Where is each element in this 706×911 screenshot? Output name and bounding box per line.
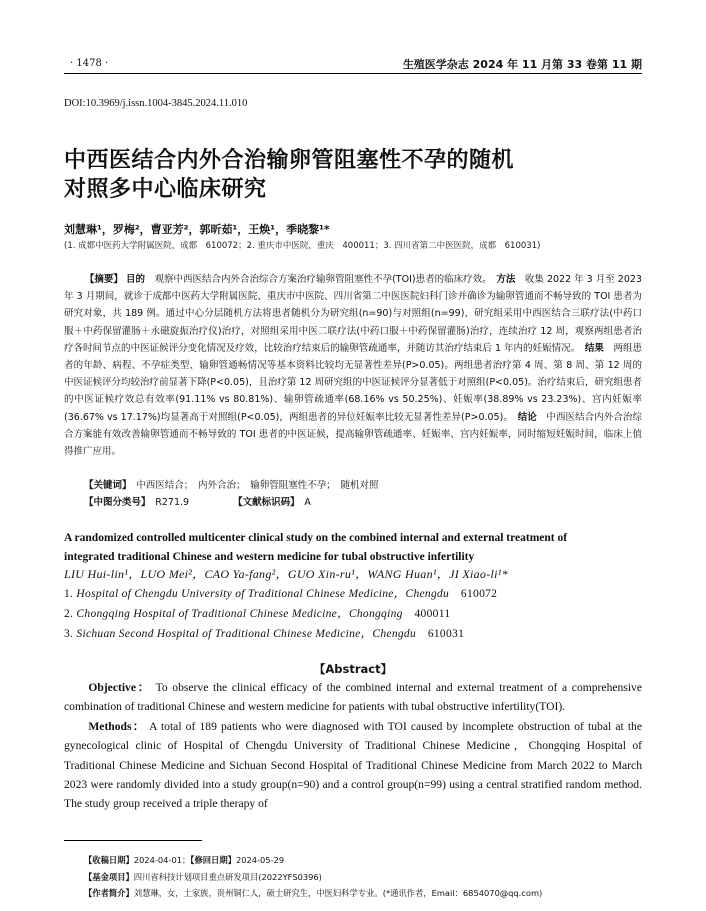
classification [84,494,311,508]
page-number: · 1478 · [70,58,109,69]
authors-en: LIU Hui-lin¹，LUO Mei²，CAO Ya-fang²，GUO Xin-ru¹，WANG Huan¹，JI Xiao-li¹* [64,567,508,581]
footnote-fund: 【基金项目】四川省科技计划项目重点研发项目(2022YFS0396) [84,871,322,882]
affiliation-en-1: 1. Hospital of Chengdu University of Traditional Chinese Medicine，Chengdu 610072 [64,588,498,600]
authors-cn: 刘慧琳¹，罗梅²，曹亚芳²，郭昕茹¹，王焕¹，季晓黎¹* [64,223,330,236]
clc-value: R271.9 [155,497,190,508]
results-cn-label: 结果 [584,342,604,354]
abstract-en [64,678,642,814]
title-en [64,529,654,567]
affiliations-cn: (1. 成都中医药大学附属医院，成都 610072；2. 重庆市中医院，重庆 400011；3. 四川省第二中医医院，成都 610031) [64,241,541,251]
footnote-author: 【作者简介】刘慧琳，女，土家族，贵州铜仁人，硕士研究生，中医妇科学专业。(*通讯作者，Email：6854070@qq.com) [84,888,543,898]
doc-code-label: 【文献标识码】 [233,497,295,508]
objective-cn-text: 观察中西医结合内外合治综合方案治疗输卵管阻塞性不孕(TOI)患者的临床疗效。 [154,274,487,285]
title-cn [64,146,644,204]
footnote-dates: 【收稿日期】2024-04-01；【修回日期】2024-05-29 [84,855,285,865]
abstract-cn-label: 【摘要】 [84,274,123,285]
footnote-divider [64,840,202,841]
keywords [84,477,379,491]
affiliation-en-3: 3. Sichuan Second Hospital of Traditional Chinese Medicine，Chengdu 610031 [64,628,465,640]
methods-en-text: A total of 189 patients who were diagnosed with TOI caused by incomplete obstruction of tubal at the gynecological clinic of Hospital of Chengdu University of Traditional Chinese Medicine，Chongqing Hospital of Traditional Chinese Medicine and Sichuan Second Hospital of Traditional Chinese Medicine from March 2022 to March 2023 were randomly divided into a study group(n=90) and a control group(n=99) using a central stratified random method. The study group received a triple therapy of [64,719,642,811]
doc-code-value: A [304,497,311,508]
methods-en-label: Methods： [88,719,146,733]
objective-cn-label: 目的 [125,274,145,285]
keywords-label: 【关键词】 [84,480,127,491]
methods-cn-text: 收集 2022 年 3 月至 2023 年 3 月期间，就诊于成都中医药大学附属医院、重庆市中医院、四川省第二中医医院妇科门诊并确诊为输卵管通而不畅导致的 TOI 患者为研究对象，共 189 例。通过中心分层随机方法将患者随机分为研究组(n=90)与对照组(n=99)，研究组采用中西医结合三联疗法(中药口服＋中药保留灌肠＋永磁旋振治疗仪)治疗，对照组采用中医二联疗法(中药口服＋中药保留灌肠)治疗，连续治疗 12 周，观察两组患者治疗各时间节点的中医证候评分变化情况及疗效，比较治疗结束后的输卵管疏通率，并随访其治疗结束后 1 年内的妊娠情况。 [64,274,642,354]
doi: DOI:10.3969/j.issn.1004-3845.2024.11.010 [64,98,248,109]
conclusion-cn-label: 结论 [517,411,537,423]
header-divider [64,73,642,74]
keywords-value: 中西医结合； 内外合治； 输卵管阻塞性不孕； 随机对照 [136,480,379,491]
abstract-cn [64,271,642,460]
results-cn-text: 两组患者的年龄、病程、不孕症类型、输卵管通畅情况等基本资料比较均无显著性差异(P>0.05)。两组患者治疗第 4 周、第 8 周、第 12 周的中医证候评分均较治疗前显著下降(P<0.05)，且治疗第 12 周研究组的中医证候评分显著低于对照组(P<0.05)。治疗结束后，研究组患者的中医证候疗效总有效率(91.11% vs 80.81%)、输卵管疏通率(68.16% vs 50.25%)、妊娠率(38.89% vs 23.23%)、宫内妊娠率(36.67% vs 17.17%)均显著高于对照组(P<0.05)，两组患者的异位妊娠率比较无显著性差异(P>0.05)。 [64,342,642,423]
title-cn-line1: 中西医结合内外合治输卵管阻塞性不孕的随机 [64,148,515,173]
title-en-line2: integrated traditional Chinese and western medicine for tubal obstructive infertility [64,551,475,563]
abstract-en-heading: 【Abstract】 [313,662,393,676]
title-en-line1: A randomized controlled multicenter clinical study on the combined internal and external treatment of [64,532,568,544]
footnotes [84,852,542,902]
clc-label: 【中图分类号】 [84,497,146,508]
journal-header: 生殖医学杂志 2024 年 11 月第 33 卷第 11 期 [402,58,642,71]
methods-cn-label: 方法 [496,274,516,285]
affiliation-en-2: 2. Chongqing Hospital of Traditional Chinese Medicine，Chongqing 400011 [64,608,451,620]
title-cn-line2: 对照多中心临床研究 [64,177,267,202]
conclusion-cn-text: 中西医结合内外合治综合方案能有效改善输卵管通而不畅导致的 TOI 患者的中医证候，提高输卵管疏通率、妊娠率、宫内妊娠率，同时缩短妊娠时间，临床上值得推广应用。 [64,411,642,458]
objective-en-label: Objective： [88,681,152,694]
objective-en-text: To observe the clinical efficacy of the combined internal and external treatment of a comprehensive combination of traditional Chinese and western medicine for patients with tubal obstructive infertility(TOI). [64,681,642,714]
